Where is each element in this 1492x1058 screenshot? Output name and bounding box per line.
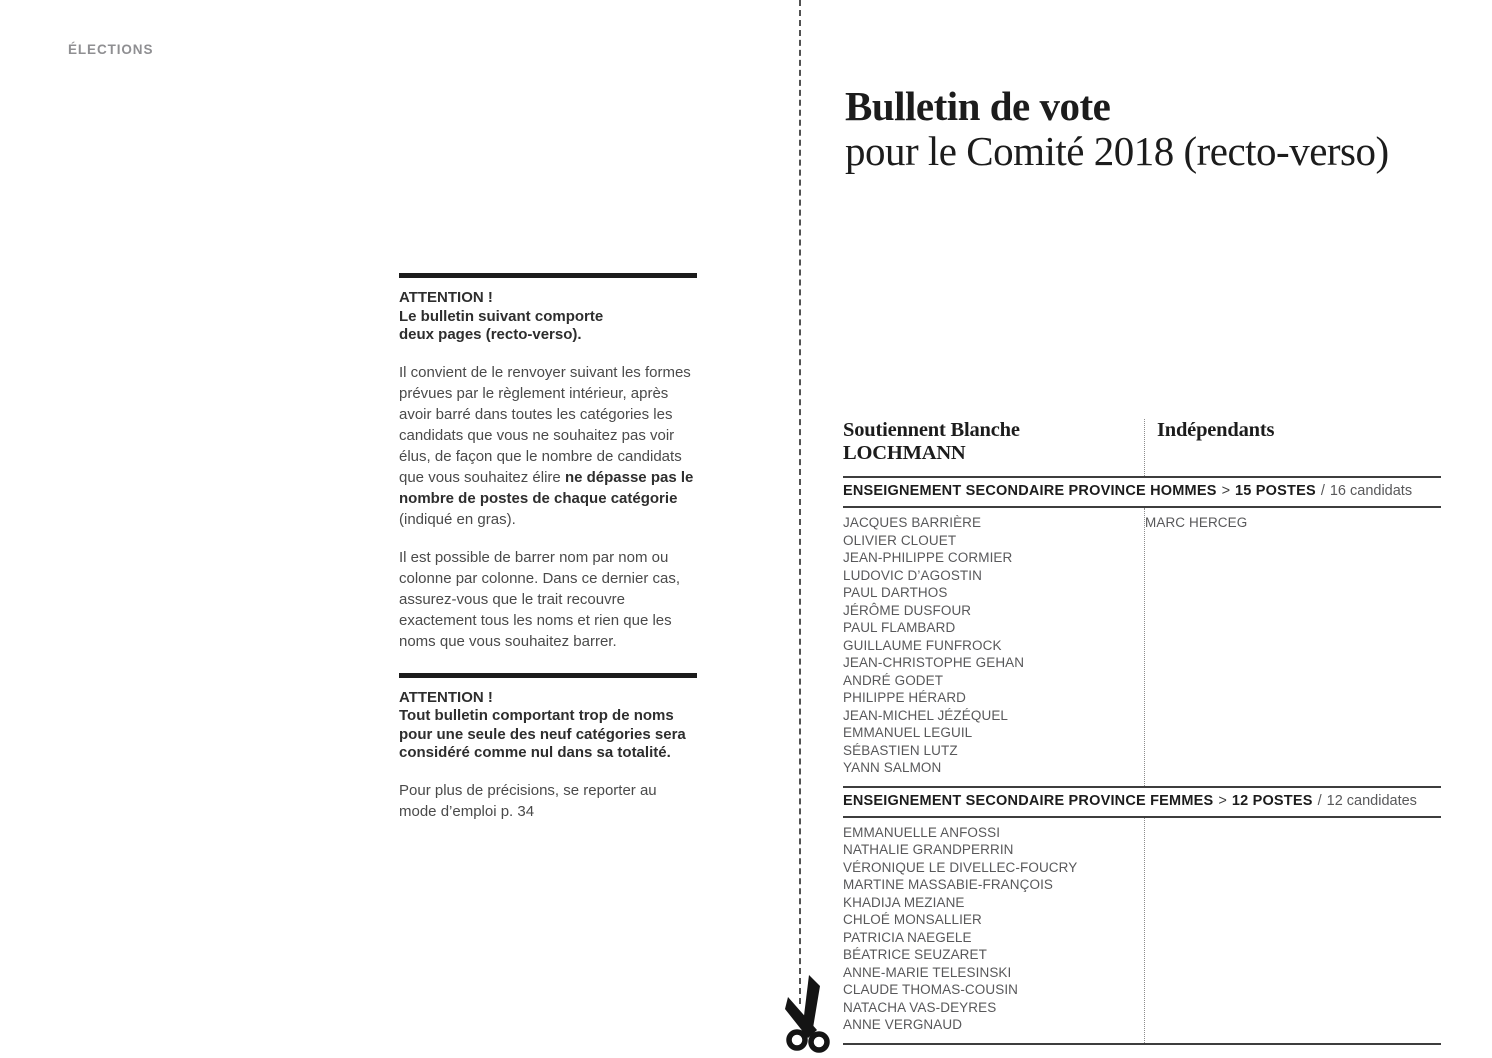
candidate-name: ANNE-MARIE TELESINSKI	[843, 964, 1012, 980]
candidate-name: VÉRONIQUE LE DIVELLEC-FOUCRY	[843, 859, 1078, 875]
posts-count: 15 POSTES	[1235, 483, 1316, 499]
divider-bar	[399, 673, 697, 678]
candidate-name: EMMANUELLE ANFOSSI	[843, 824, 1001, 840]
candidate-name: JEAN-PHILIPPE CORMIER	[843, 550, 1013, 565]
paragraph-bold-text: ne dépasse pas le nombre de postes de chaque catégorie	[399, 468, 694, 507]
attention-body: Tout bulletin comportant trop de noms pour une seule des neuf catégories sera considéré comme nul dans sa totalité.	[399, 707, 686, 761]
instruction-paragraph-3: Pour plus de précisions, se reporter au mode d’emploi p. 34	[399, 781, 657, 820]
candidate-name: JACQUES BARRIÈRE	[843, 515, 982, 530]
posts-count: 12 POSTES	[1231, 792, 1313, 809]
scissors-icon	[783, 970, 837, 1054]
attention-block-1	[399, 289, 697, 345]
cut-line	[799, 0, 801, 1004]
candidate-name: PAUL FLAMBARD	[843, 620, 956, 635]
candidates-count: 12 candidates	[1326, 792, 1417, 809]
column-header-left: Soutiennent Blanche LOCHMANN	[843, 419, 1145, 476]
instruction-paragraph-2: Il est possible de barrer nom par nom ou colonne par colonne. Dans ce dernier cas, assurez-vous que le trait recouvre exactement tous les noms et rien que les noms que vous souhaitez barrer.	[399, 548, 681, 650]
candidate-list-left	[843, 508, 1145, 786]
candidate-list-right	[1145, 818, 1441, 1043]
divider-bar	[399, 273, 697, 278]
category-header-femmes	[843, 788, 1441, 816]
category-separator: >	[1221, 483, 1231, 499]
slash-separator: /	[1317, 792, 1322, 809]
attention-line: Le bulletin suivant comporte	[399, 307, 604, 325]
candidate-name: EMMANUEL LEGUIL	[843, 725, 973, 740]
candidate-name: OLIVIER CLOUET	[843, 532, 957, 548]
attention-title: ATTENTION !	[399, 688, 493, 706]
section-kicker: ÉLECTIONS	[68, 42, 154, 57]
column-header-right: Indépendants	[1157, 419, 1275, 441]
candidates-row-femmes	[843, 818, 1441, 1043]
candidate-name: ANNE VERGNAUD	[843, 1017, 963, 1032]
attention-title: ATTENTION !	[399, 289, 493, 306]
category-name: ENSEIGNEMENT SECONDAIRE PROVINCE HOMMES	[843, 483, 1217, 499]
ballot-table	[843, 419, 1441, 1045]
candidate-name: JÉRÔME DUSFOUR	[843, 602, 972, 618]
candidate-name: CHLOÉ MONSALLIER	[843, 912, 982, 927]
candidate-name: MARTINE MASSABIE-FRANÇOIS	[843, 877, 1054, 892]
candidate-name: PHILIPPE HÉRARD	[843, 690, 967, 705]
candidate-name: GUILLAUME FUNFROCK	[843, 637, 1002, 653]
candidate-name: SÉBASTIEN LUTZ	[843, 742, 958, 758]
candidate-list-right	[1145, 508, 1441, 786]
instructions-column	[399, 273, 697, 822]
attention-line: deux pages (recto-verso).	[399, 326, 582, 343]
table-header-row	[843, 419, 1441, 476]
ballot-title	[845, 84, 1389, 174]
candidate-name: CLAUDE THOMAS-COUSIN	[843, 982, 1019, 997]
candidate-name: KHADIJA MEZIANE	[843, 894, 965, 910]
candidate-name: NATACHA VAS-DEYRES	[843, 999, 997, 1015]
candidate-name: JEAN-CHRISTOPHE GEHAN	[843, 655, 1025, 670]
paragraph-text: (indiqué en gras).	[399, 510, 516, 528]
attention-block-2	[399, 689, 697, 763]
category-separator: >	[1218, 792, 1227, 809]
horizontal-rule	[843, 1043, 1441, 1045]
candidate-name: JEAN-MICHEL JÉZÉQUEL	[843, 707, 1009, 723]
candidate-name: BÉATRICE SEUZARET	[843, 947, 987, 962]
candidate-name: MARC HERCEG	[1145, 515, 1248, 530]
ballot-title-line1: Bulletin de vote	[845, 83, 1111, 129]
candidate-name: PATRICIA NAEGELE	[843, 929, 972, 945]
slash-separator: /	[1320, 483, 1325, 499]
candidate-name: NATHALIE GRANDPERRIN	[843, 842, 1014, 857]
paragraph-text: Il convient de le renvoyer suivant les formes prévues par le règlement intérieur, après avoir barré dans toutes les catégories les candidats que vous ne souhaitez pas voir élus, de façon que le nombre de candidats que vous souhaitez élire	[399, 363, 691, 486]
candidate-name: YANN SALMON	[843, 760, 942, 775]
candidate-name: ANDRÉ GODET	[843, 672, 944, 688]
candidate-list-left	[843, 818, 1145, 1043]
category-header-hommes	[843, 478, 1441, 506]
candidate-name: LUDOVIC D’AGOSTIN	[843, 567, 982, 583]
ballot-title-line2: pour le Comité 2018 (recto-verso)	[845, 128, 1389, 174]
candidates-row-hommes	[843, 508, 1441, 786]
candidate-name: PAUL DARTHOS	[843, 585, 948, 600]
candidates-count: 16 candidats	[1329, 483, 1413, 499]
instruction-paragraph-1	[399, 362, 697, 530]
category-name: ENSEIGNEMENT SECONDAIRE PROVINCE FEMMES	[843, 792, 1214, 809]
